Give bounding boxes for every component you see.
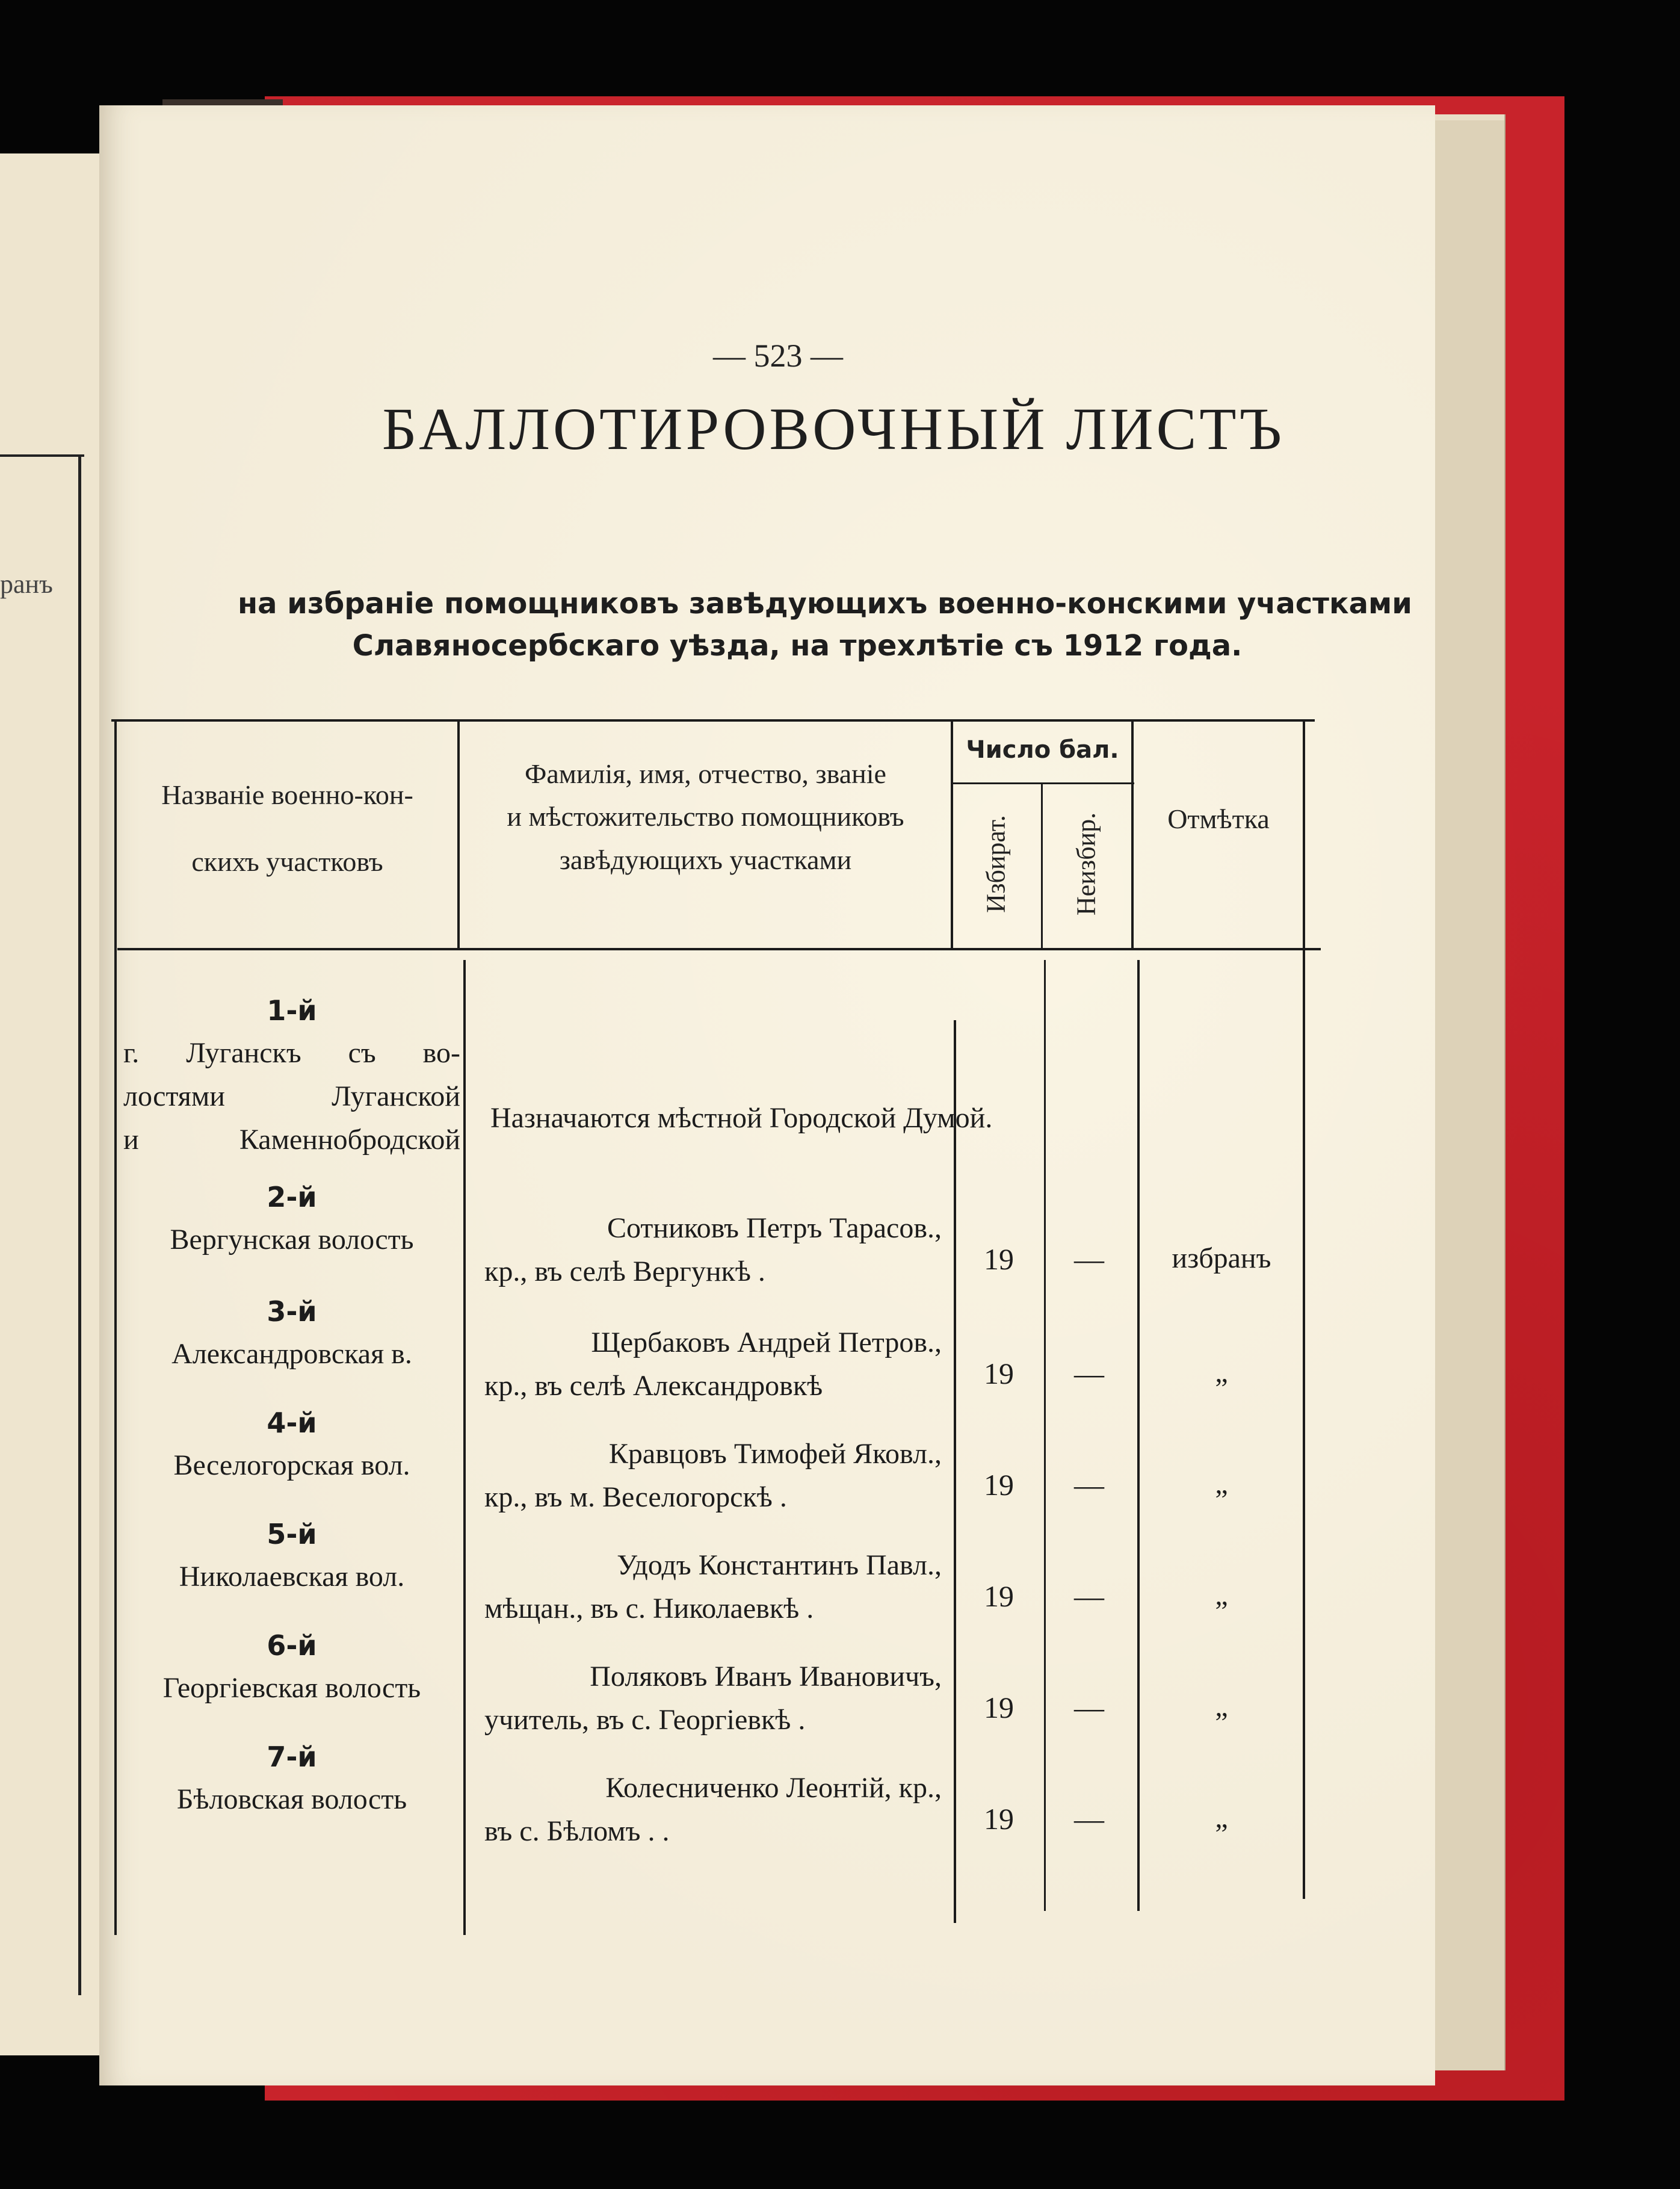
district-cell xyxy=(123,1177,460,1262)
elected-count: 19 xyxy=(984,1802,1014,1836)
candidate-residence: кр., въ селѣ Александровкѣ xyxy=(484,1370,823,1402)
district-cell xyxy=(123,1514,460,1599)
district-cell xyxy=(123,1736,460,1821)
district-name-line: лостями Луганской xyxy=(123,1080,460,1112)
district-name: Бѣловская волость xyxy=(176,1783,407,1815)
candidate-cell xyxy=(484,1544,942,1630)
candidate-residence: въ с. Бѣломъ . . xyxy=(484,1815,670,1847)
column-rule xyxy=(457,719,460,948)
candidate-cell xyxy=(484,1207,942,1293)
mark-cell: „ xyxy=(1215,1468,1228,1500)
district-number: 3-й xyxy=(267,1295,317,1328)
candidate-name: Удодъ Константинъ Павл., xyxy=(617,1549,942,1581)
district-number: 6-й xyxy=(267,1629,317,1662)
district-name-line: г. Луганскъ съ во- xyxy=(123,1037,460,1069)
district-number: 5-й xyxy=(267,1518,317,1550)
page-stack xyxy=(1432,120,1506,2070)
not-elected-count: — xyxy=(1074,1468,1104,1502)
candidate-residence: мѣщан., въ с. Николаевкѣ . xyxy=(484,1593,814,1624)
district-name: Николаевская вол. xyxy=(179,1561,405,1593)
candidate-cell xyxy=(484,1321,942,1408)
candidate-residence: кр., въ м. Веселогорскѣ . xyxy=(484,1481,787,1513)
column-rule xyxy=(1044,960,1046,1911)
district-name-line: и Каменнобродской xyxy=(123,1124,460,1156)
elected-count: 19 xyxy=(984,1579,1014,1613)
page-title: БАЛЛОТИРОВОЧНЫЙ ЛИСТЪ xyxy=(382,395,1285,462)
column-rule xyxy=(1137,960,1140,1911)
candidate-name: Поляковъ Иванъ Ивановичъ, xyxy=(590,1661,942,1692)
column-rule xyxy=(463,960,466,1935)
header-elected: Избират. xyxy=(981,815,1011,913)
candidate-name: Колесниченко Леонтій, кр., xyxy=(605,1772,942,1804)
candidate-cell xyxy=(484,1655,942,1742)
header-ballots: Число бал. xyxy=(966,736,1119,764)
candidate-name: Щербаковъ Андрей Петров., xyxy=(591,1327,942,1358)
header-not-elected: Неизбир. xyxy=(1071,812,1101,916)
book-page xyxy=(99,105,1435,2085)
district-number: 2-й xyxy=(267,1181,317,1213)
not-elected-count: — xyxy=(1074,1357,1104,1390)
header-candidate-line: Фамилія, имя, отчество, званіе xyxy=(525,758,886,789)
left-page-rule xyxy=(0,454,84,457)
candidate-cell xyxy=(484,1766,942,1853)
district-number: 7-й xyxy=(267,1741,317,1773)
district-name: Вергунская волость xyxy=(170,1224,414,1256)
header-bottom-rule xyxy=(117,948,1321,950)
table-top-rule xyxy=(111,719,1315,722)
candidate-name: Сотниковъ Петръ Тарасов., xyxy=(607,1212,942,1244)
district-cell xyxy=(123,990,460,1162)
left-facing-page xyxy=(0,153,105,2055)
header-district-line: Названіе военно-кон- xyxy=(161,779,413,810)
mark-cell: избранъ xyxy=(1172,1242,1271,1274)
district-cell xyxy=(123,1402,460,1487)
column-rule xyxy=(951,719,953,948)
header-candidate xyxy=(460,752,951,881)
candidate-residence: кр., въ селѣ Вергункѣ . xyxy=(484,1256,765,1287)
elected-count: 19 xyxy=(984,1242,1014,1276)
not-elected-count: — xyxy=(1074,1802,1104,1836)
left-page-fragment: ранъ xyxy=(0,569,53,599)
elected-count: 19 xyxy=(984,1468,1014,1502)
candidate-residence: учитель, въ с. Георгіевкѣ . xyxy=(484,1704,806,1736)
mark-cell: „ xyxy=(1215,1802,1228,1834)
left-page-rule xyxy=(78,454,81,1995)
header-mark: Отмѣтка xyxy=(1167,803,1270,834)
table-right-rule xyxy=(1303,719,1305,1899)
appointment-note: Назначаются мѣстной Городской Думой. xyxy=(490,1102,993,1134)
mark-cell: „ xyxy=(1215,1691,1228,1723)
district-cell xyxy=(123,1291,460,1376)
elected-count: 19 xyxy=(984,1691,1014,1724)
page-subtitle: Славяносербскаго уѣзда, на трехлѣтіе съ 1912 года. xyxy=(352,629,1243,663)
not-elected-count: — xyxy=(1074,1579,1104,1613)
district-name: Веселогорская вол. xyxy=(173,1449,410,1481)
column-rule xyxy=(1041,782,1043,948)
district-name: Александровская в. xyxy=(171,1338,412,1370)
district-name: Георгіевская волость xyxy=(162,1672,421,1704)
elected-count: 19 xyxy=(984,1357,1014,1390)
header-district xyxy=(117,773,457,884)
page-subtitle: на избраніе помощниковъ завѣдующихъ военно-конскими участками xyxy=(238,587,1412,621)
header-candidate-line: завѣдующихъ участками xyxy=(559,844,852,875)
column-rule xyxy=(954,1020,956,1923)
table-left-rule xyxy=(114,719,117,1935)
not-elected-count: — xyxy=(1074,1242,1104,1276)
mark-cell: „ xyxy=(1215,1357,1228,1389)
candidate-cell xyxy=(484,1432,942,1519)
header-candidate-line: и мѣстожительство помощниковъ xyxy=(507,801,904,832)
not-elected-count: — xyxy=(1074,1691,1104,1724)
mark-cell: „ xyxy=(1215,1579,1228,1611)
column-rule xyxy=(1131,719,1134,948)
district-number: 4-й xyxy=(267,1407,317,1439)
candidate-name: Кравцовъ Тимофей Яковл., xyxy=(608,1438,942,1470)
page-number: — 523 — xyxy=(713,338,843,374)
district-cell xyxy=(123,1625,460,1710)
header-district-line: скихъ участковъ xyxy=(191,846,383,878)
district-number: 1-й xyxy=(267,994,317,1027)
